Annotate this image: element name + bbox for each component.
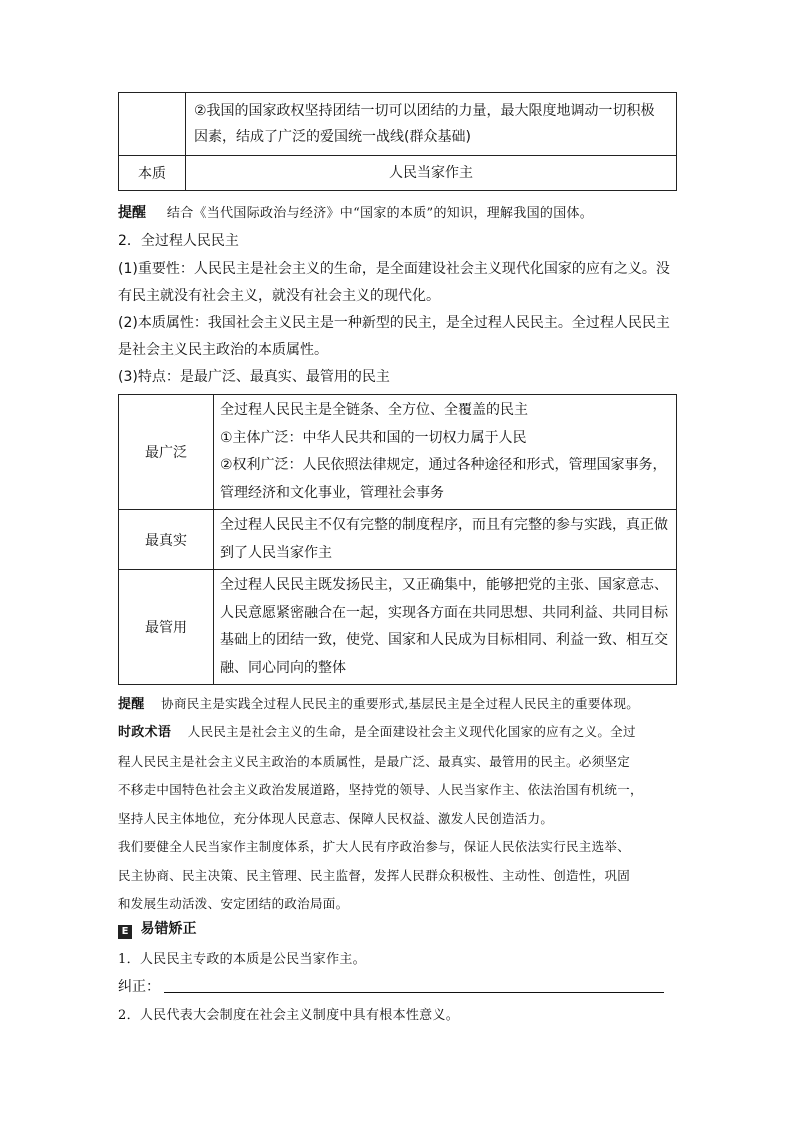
cell-line: 到了人民当家作主 xyxy=(220,544,332,561)
table-row-label: 本质 xyxy=(119,156,186,191)
cell-line: 融、同心同向的整体 xyxy=(220,659,346,676)
politics-line: 程人民民主是社会主义民主政治的本质属性，是最广泛、最真实、最管用的民主。必须坚定 xyxy=(118,753,631,769)
correction-label: 纠正： xyxy=(118,979,160,995)
politics-label: 时政术语 xyxy=(118,725,172,740)
table-row-label: 最广泛 xyxy=(119,395,214,510)
politics-line: 不移走中国特色社会主义政治发展道路，坚持党的领导、人民当家作主、依法治国有机统一， xyxy=(118,782,643,797)
correction-answer-line xyxy=(118,974,678,1000)
politics-line: 时政术语 人民民主是社会主义的生命，是全面建设社会主义现代化国家的应有之义。全过 xyxy=(118,724,636,740)
politics-line: 民主协商、民主决策、民主管理、民主监督，发挥人民群众积极性、主动性、创造性，巩固 xyxy=(118,867,631,883)
table-cell xyxy=(214,570,677,685)
question-1: 1．人民民主专政的本质是公民当家作主。 xyxy=(118,952,366,967)
politics-line: 我们要健全人民当家作主制度体系，扩大人民有序政治参与，保证人民依法实行民主选举、 xyxy=(118,839,631,854)
paragraph-importance: (1)重要性：人民民主是社会主义的生命，是全面建设社会主义现代化国家的应有之义。没有民主就没有社会主义，就没有社会主义的现代化。 xyxy=(118,261,670,304)
correction-title: 易错矫正 xyxy=(140,921,197,937)
table-features xyxy=(118,394,677,685)
politics-terminology xyxy=(118,718,678,919)
cell-line: 管理经济和文化事业，管理社会事务 xyxy=(220,484,444,501)
table-cell xyxy=(214,510,677,570)
table-row xyxy=(119,510,677,570)
correction-icon: E xyxy=(118,925,132,939)
politics-line: 坚持人民主体地位，充分体现人民意志、保障人民权益、激发人民创造活力。 xyxy=(118,810,554,826)
table-row xyxy=(119,570,677,685)
table-cell xyxy=(214,395,677,510)
table-row-label: 最管用 xyxy=(119,570,214,685)
politics-line: 和发展生动活泼、安定团结的政治局面。 xyxy=(118,896,349,911)
tip-note-2 xyxy=(118,690,678,720)
table-cell: ②我国的国家政权坚持团结一切可以团结的力量，最大限度地调动一切积极因素，结成了广泛的爱国统一战线(群众基础) xyxy=(186,93,677,156)
answer-blank[interactable] xyxy=(164,978,664,993)
cell-line: 全过程人民民主是全链条、全方位、全覆盖的民主 xyxy=(220,402,528,418)
table-cell-empty xyxy=(119,93,186,156)
table-row xyxy=(119,395,677,510)
cell-line: 人民意愿紧密融合在一起，实现各方面在共同思想、共同利益、共同目标 xyxy=(220,604,668,621)
table-row-label: 最真实 xyxy=(119,510,214,570)
tip-text: 协商民主是实践全过程人民民主的重要形式,基层民主是全过程人民民主的重要体现。 xyxy=(161,696,640,711)
table-state-power xyxy=(118,92,677,191)
cell-line: 全过程人民民主既发扬民主，又正确集中，能够把党的主张、国家意志、 xyxy=(220,577,668,593)
paragraph-features: (3)特点：是最广泛、最真实、最管用的民主 xyxy=(118,369,390,385)
cell-line: 基础上的团结一致，使党、国家和人民成为目标相同、利益一致、相互交 xyxy=(220,632,668,648)
tip-label: 提醒 xyxy=(118,205,146,221)
section-heading: 2．全过程人民民主 xyxy=(118,233,239,249)
question-2: 2．人民代表大会制度在社会主义制度中具有根本性意义。 xyxy=(118,1008,460,1023)
correction-heading xyxy=(118,916,678,942)
tip-label: 提醒 xyxy=(118,697,145,712)
table-row xyxy=(119,156,677,191)
cell-line: 全过程人民民主不仅有完整的制度程序，而且有完整的参与实践，真正做 xyxy=(220,517,668,533)
table-row xyxy=(119,93,677,156)
paragraph-essence: (2)本质属性：我国社会主义民主是一种新型的民主，是全过程人民民主。全过程人民民主是社会主义民主政治的本质属性。 xyxy=(118,315,670,358)
table-cell: 人民当家作主 xyxy=(186,156,677,191)
tip-note-1 xyxy=(118,200,678,229)
cell-line: ②权利广泛：人民依照法律规定，通过各种途径和形式，管理国家事务， xyxy=(220,457,667,473)
cell-line: ①主体广泛：中华人民共和国的一切权力属于人民 xyxy=(220,429,527,446)
tip-text: 结合《当代国际政治与经济》中“国家的本质”的知识，理解我国的国体。 xyxy=(166,206,594,221)
